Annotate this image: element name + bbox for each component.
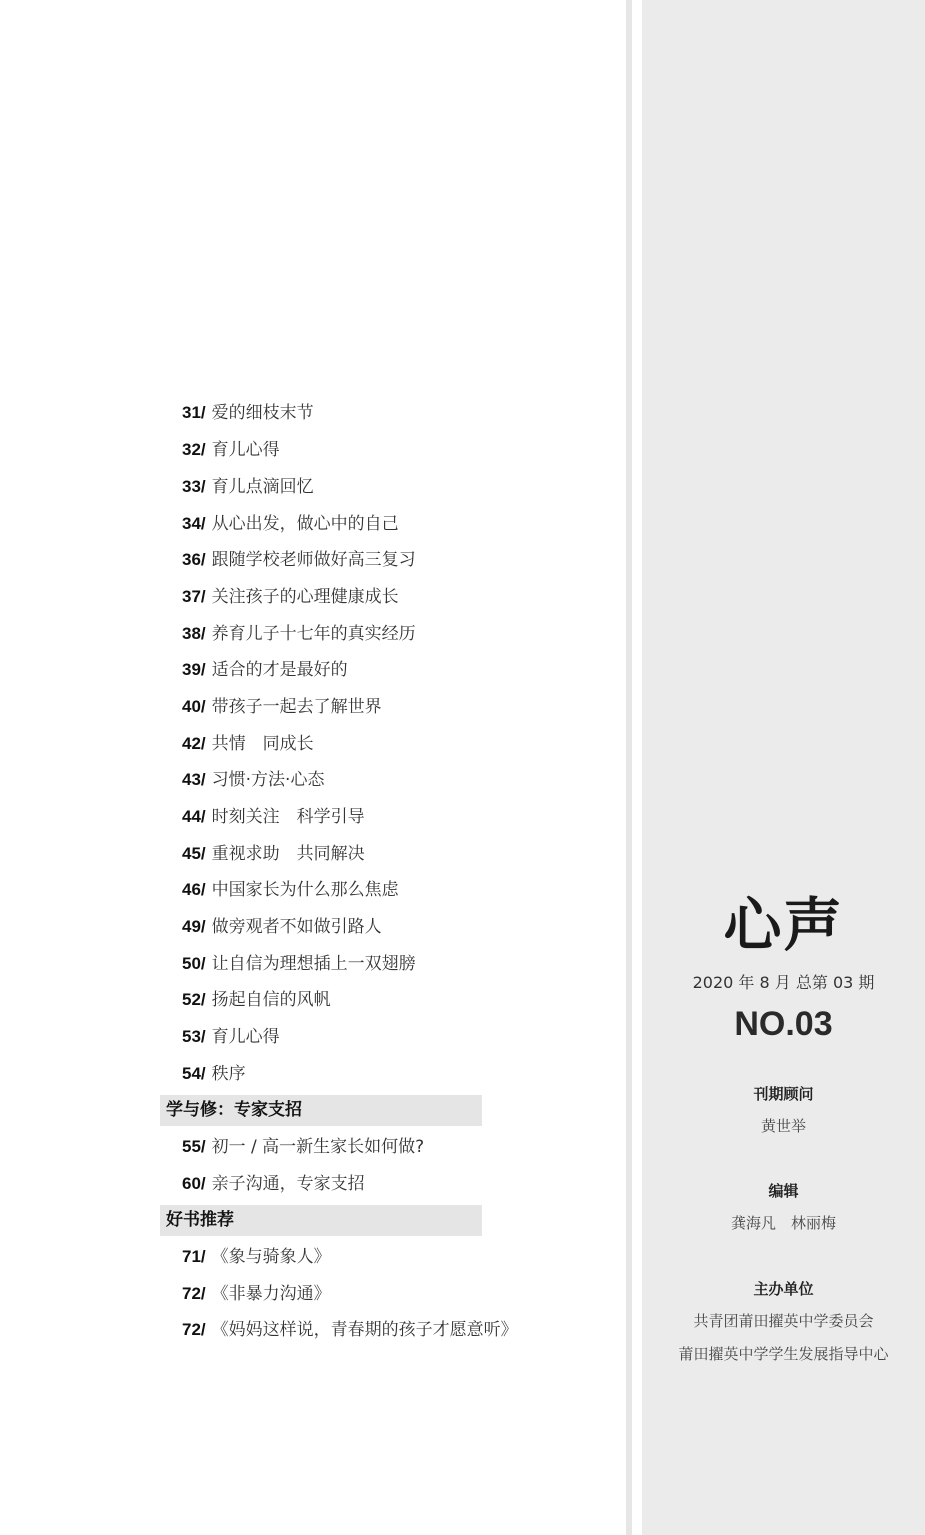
toc-page-number: 54/ [182, 1064, 206, 1083]
advisor-name: 黄世举 [760, 1117, 806, 1135]
toc-item[interactable] [182, 398, 314, 428]
toc-page-number: 38/ [182, 624, 206, 643]
toc-item[interactable] [182, 912, 382, 942]
logo-title: 心声 [723, 891, 844, 959]
toc-item[interactable] [182, 435, 280, 465]
toc-title: 育儿心得 [211, 440, 280, 460]
toc-page-number: 50/ [182, 954, 206, 973]
toc-page-number: 53/ [182, 1027, 206, 1046]
toc-title: 初一 / 高一新生家长如何做? [211, 1137, 425, 1157]
toc-title: 共情 同成长 [211, 734, 314, 754]
toc-item[interactable] [182, 509, 399, 539]
toc-page-number: 52/ [182, 990, 206, 1009]
toc-page-number: 31/ [182, 403, 206, 422]
toc-item[interactable] [182, 729, 314, 759]
editor-label: 编辑 [768, 1182, 799, 1200]
page-gutter [632, 0, 642, 1535]
toc-item[interactable] [182, 1315, 518, 1345]
toc-page-number: 72/ [182, 1320, 206, 1339]
toc-page-number: 33/ [182, 477, 206, 496]
toc-item[interactable] [182, 765, 324, 795]
toc-page-number: 71/ [182, 1247, 206, 1266]
toc-item[interactable] [182, 655, 348, 685]
toc-title: 养育儿子十七年的真实经历 [211, 624, 416, 644]
toc-page-number: 43/ [182, 770, 206, 789]
toc-page-number: 45/ [182, 844, 206, 863]
toc-item[interactable] [182, 582, 399, 612]
editor-names: 龚海凡 林丽梅 [730, 1214, 836, 1232]
toc-item[interactable] [182, 545, 416, 575]
toc-item[interactable] [182, 985, 331, 1015]
toc-page-number: 36/ [182, 550, 206, 569]
toc-page-number: 49/ [182, 917, 206, 936]
toc-title: 《非暴力沟通》 [211, 1284, 331, 1304]
toc-item[interactable] [182, 1132, 424, 1162]
toc-item[interactable] [182, 1242, 331, 1272]
toc-item[interactable] [182, 472, 314, 502]
toc-section-header: 好书推荐 [160, 1205, 482, 1236]
toc-title: 关注孩子的心理健康成长 [211, 587, 399, 607]
magazine-logo [642, 878, 925, 958]
toc-title: 《妈妈这样说，青春期的孩子才愿意听》 [211, 1320, 518, 1340]
toc-title: 做旁观者不如做引路人 [211, 917, 382, 937]
toc-item[interactable] [182, 1279, 331, 1309]
sidebar-panel [642, 0, 925, 1535]
host-label: 主办单位 [753, 1280, 814, 1298]
toc-page-number: 42/ [182, 734, 206, 753]
toc-item[interactable] [182, 875, 399, 905]
advisor-label: 刊期顾问 [753, 1085, 814, 1103]
toc-title: 育儿心得 [211, 1027, 280, 1047]
toc-item[interactable] [182, 619, 416, 649]
toc-title: 习惯·方法·心态 [211, 770, 325, 790]
toc-title: 适合的才是最好的 [211, 660, 348, 680]
toc-page-number: 32/ [182, 440, 206, 459]
toc-item[interactable] [182, 1169, 365, 1199]
toc-item[interactable] [182, 949, 416, 979]
toc-page-number: 55/ [182, 1137, 206, 1156]
issue-number: NO.03 [734, 1005, 833, 1043]
toc-title: 跟随学校老师做好高三复习 [211, 550, 416, 570]
toc-title: 重视求助 共同解决 [211, 844, 365, 864]
toc-item[interactable] [182, 1059, 246, 1089]
toc-page-number: 34/ [182, 514, 206, 533]
toc-page-number: 44/ [182, 807, 206, 826]
toc-page-number: 39/ [182, 660, 206, 679]
toc-page-number: 40/ [182, 697, 206, 716]
host-organization: 共青团莆田擢英中学委员会 [693, 1312, 874, 1330]
toc-page-number: 37/ [182, 587, 206, 606]
issue-date: 2020 年 8 月 总第 03 期 [692, 973, 875, 992]
toc-title: 育儿点滴回忆 [211, 477, 314, 497]
toc-page-number: 60/ [182, 1174, 206, 1193]
toc-title: 时刻关注 科学引导 [211, 807, 365, 827]
toc-section-header: 学与修：专家支招 [160, 1095, 482, 1126]
host-organization: 莆田擢英中学学生发展指导中心 [678, 1345, 889, 1363]
toc-title: 扬起自信的风帆 [211, 990, 331, 1010]
toc-title: 从心出发，做心中的自己 [211, 514, 399, 534]
toc-item[interactable] [182, 1022, 280, 1052]
toc-item[interactable] [182, 802, 365, 832]
toc-title: 带孩子一起去了解世界 [211, 697, 382, 717]
toc-title: 《象与骑象人》 [211, 1247, 331, 1267]
toc-title: 秩序 [211, 1064, 246, 1084]
toc-title: 亲子沟通，专家支招 [211, 1174, 365, 1194]
toc-item[interactable] [182, 692, 382, 722]
toc-item[interactable] [182, 839, 365, 869]
toc-title: 让自信为理想插上一双翅膀 [211, 954, 416, 974]
toc-title: 中国家长为什么那么焦虑 [211, 880, 399, 900]
toc-title: 爱的细枝末节 [211, 403, 314, 423]
toc-page-number: 46/ [182, 880, 206, 899]
toc-page-number: 72/ [182, 1284, 206, 1303]
